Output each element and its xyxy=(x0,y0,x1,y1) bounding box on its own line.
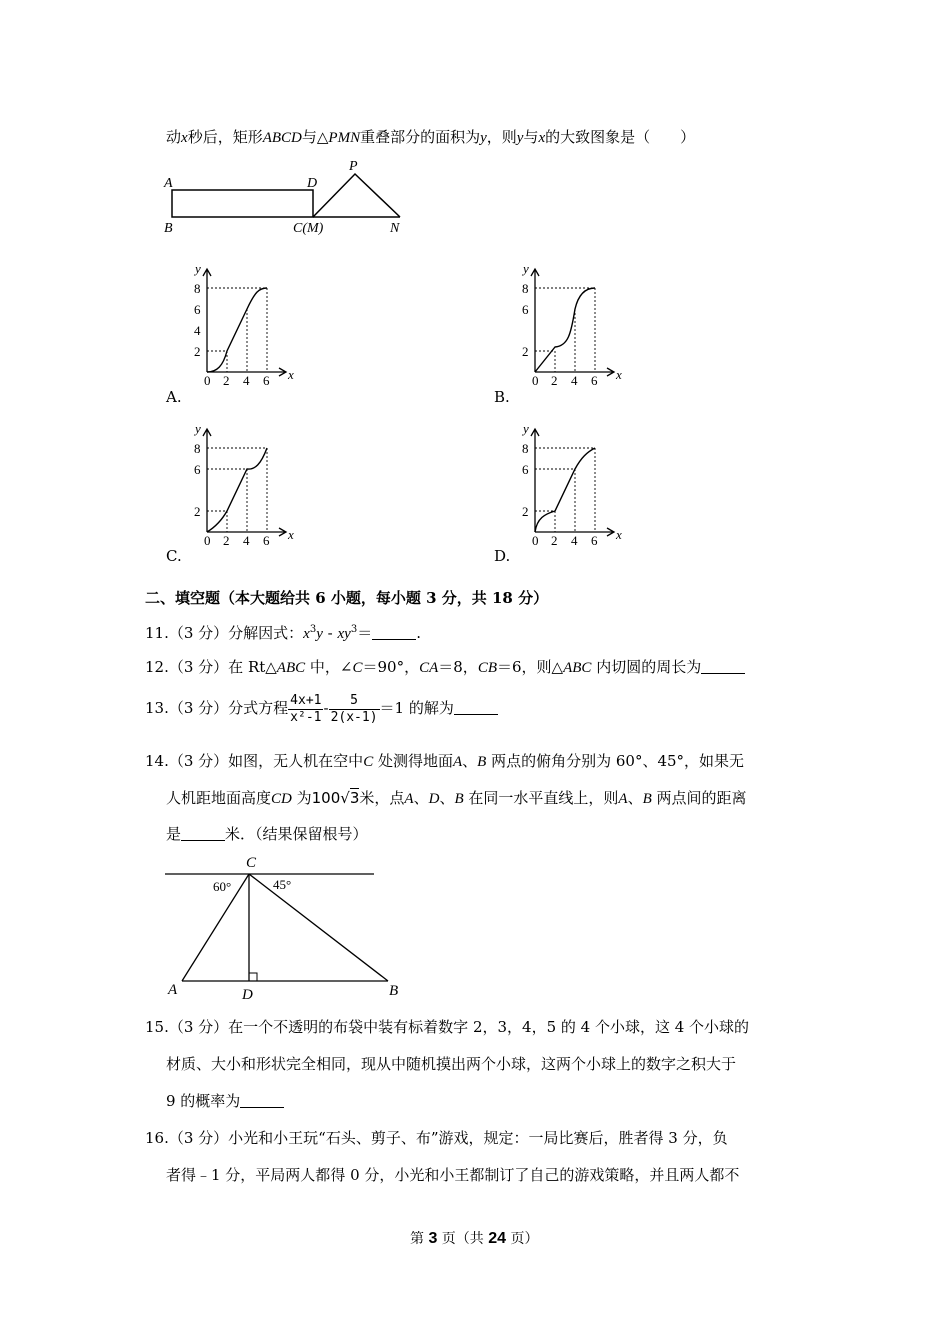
option-c-label: C. xyxy=(166,547,182,565)
svg-text:0: 0 xyxy=(532,533,539,547)
graph-b-curve xyxy=(535,288,595,372)
svg-text:2: 2 xyxy=(223,373,230,387)
graph-a-curve xyxy=(207,288,267,372)
graph-c-curve xyxy=(207,448,267,532)
section-heading: 二、填空题（本大题给共 6 小题，每小题 3 分，共 18 分） xyxy=(145,589,549,607)
svg-text:2: 2 xyxy=(223,533,230,547)
svg-text:y: y xyxy=(523,422,529,436)
svg-text:0: 0 xyxy=(204,533,211,547)
rectangle-triangle-figure xyxy=(160,160,420,240)
label-cm: C(M) xyxy=(293,221,324,236)
svg-text:x: x xyxy=(288,527,294,542)
graph-d xyxy=(513,422,638,547)
question-15-line-1: 15.（3 分）在一个不透明的布袋中装有标着数字 2，3，4，5 的 4 个小球，这 4 个小球的 xyxy=(145,1018,750,1036)
svg-text:6: 6 xyxy=(263,533,270,547)
svg-text:2: 2 xyxy=(551,373,558,387)
svg-text:x: x xyxy=(288,367,294,382)
question-14-line-1: 14.（3 分）如图，无人机在空中C 处测得地面A、B 两点的俯角分别为 60°、45°，如果无 xyxy=(145,752,745,770)
answer-blank xyxy=(701,659,745,674)
label-p: P xyxy=(349,160,358,174)
fraction-1: $\frac{4x+1}{\text{x²-1}}$ xyxy=(290,692,322,725)
svg-text:y: y xyxy=(523,262,529,276)
svg-text:6: 6 xyxy=(263,373,270,387)
fraction-2: $\frac{5}{2(x-1)}$ xyxy=(330,692,378,725)
svg-text:y: y xyxy=(195,262,201,276)
svg-text:8: 8 xyxy=(194,281,201,296)
graph-a xyxy=(185,262,310,387)
right-angle-mark xyxy=(249,973,257,981)
svg-text:45°: 45° xyxy=(273,877,292,892)
label-b: B xyxy=(164,221,173,236)
page-footer: 第 3 页（共 24 页） xyxy=(410,1230,539,1247)
option-b-label: B. xyxy=(494,388,510,406)
graph-c xyxy=(185,422,310,547)
label-a: A xyxy=(164,176,173,191)
answer-blank xyxy=(240,1093,284,1108)
svg-text:2: 2 xyxy=(194,504,201,519)
svg-text:B: B xyxy=(389,983,399,999)
svg-text:0: 0 xyxy=(532,373,539,387)
svg-text:4: 4 xyxy=(194,323,201,338)
question-11: 11.（3 分）分解因式：$x^3y - xy^3=$ . xyxy=(145,624,421,642)
svg-text:8: 8 xyxy=(194,441,201,456)
svg-text:4: 4 xyxy=(243,533,250,547)
question-14-line-3: 是 米．（结果保留根号） xyxy=(166,825,368,843)
option-a-label: A. xyxy=(166,388,182,406)
svg-text:x: x xyxy=(616,367,622,382)
segment-cb xyxy=(249,874,388,981)
question-16-line-2: 者得﹣1 分，平局两人都得 0 分，小光和小王都制订了自己的游戏策略，并且两人都不 xyxy=(166,1166,740,1184)
svg-text:4: 4 xyxy=(571,373,578,387)
svg-text:6: 6 xyxy=(522,302,529,317)
graph-d-curve xyxy=(535,448,595,532)
svg-text:2: 2 xyxy=(522,344,529,359)
svg-text:6: 6 xyxy=(591,373,598,387)
svg-text:60°: 60° xyxy=(213,879,232,894)
question-15-line-3: 9 的概率为 xyxy=(166,1091,284,1111)
drone-figure xyxy=(160,852,410,1002)
sqrt-symbol: √ xyxy=(340,789,350,807)
svg-text:x: x xyxy=(616,527,622,542)
question-intro-line: 动x秒后，矩形ABCD与△PMN重叠部分的面积为y，则y与x的大致图象是（ ） xyxy=(166,128,696,146)
svg-text:6: 6 xyxy=(591,533,598,547)
question-15-line-2: 材质、大小和形状完全相同，现从中随机摸出两个小球，这两个小球上的数字之积大于 xyxy=(166,1055,737,1073)
svg-text:2: 2 xyxy=(551,533,558,547)
svg-text:C: C xyxy=(246,855,257,871)
svg-text:6: 6 xyxy=(194,302,201,317)
question-12: 12.（3 分）在 Rt△ABC 中，∠C＝90°，CA＝8，CB＝6，则△ABC 内切圆的周长为 xyxy=(145,657,745,678)
svg-text:8: 8 xyxy=(522,281,529,296)
question-14-line-2: 人机距地面高度CD 为100√3米，点A、D、B 在同一水平直线上，则A、B 两点间的距离 xyxy=(166,789,747,807)
rectangle-abcd xyxy=(172,190,313,217)
svg-text:6: 6 xyxy=(194,462,201,477)
label-n: N xyxy=(390,221,400,236)
svg-text:6: 6 xyxy=(522,462,529,477)
svg-text:2: 2 xyxy=(194,344,201,359)
svg-text:4: 4 xyxy=(243,373,250,387)
answer-blank xyxy=(454,700,498,715)
svg-text:D: D xyxy=(242,987,253,1002)
question-13: 13.（3 分）分式方程 $\frac{4x+1}{\text{x²-1}}$ - $\frac{5}{2(x-1)}$ ＝1 的解为 xyxy=(145,688,498,728)
graph-b xyxy=(513,262,638,387)
svg-text:0: 0 xyxy=(204,373,211,387)
svg-text:A: A xyxy=(168,982,178,998)
svg-text:2: 2 xyxy=(522,504,529,519)
svg-text:4: 4 xyxy=(571,533,578,547)
answer-blank xyxy=(181,826,225,841)
question-16-line-1: 16.（3 分）小光和小王玩“石头、剪子、布”游戏，规定：一局比赛后，胜者得 3 分，负 xyxy=(145,1129,728,1147)
option-d-label: D. xyxy=(494,547,511,565)
answer-blank xyxy=(372,625,416,640)
triangle-pmn xyxy=(313,174,400,217)
svg-text:8: 8 xyxy=(522,441,529,456)
svg-text:y: y xyxy=(195,422,201,436)
label-d: D xyxy=(307,176,318,191)
